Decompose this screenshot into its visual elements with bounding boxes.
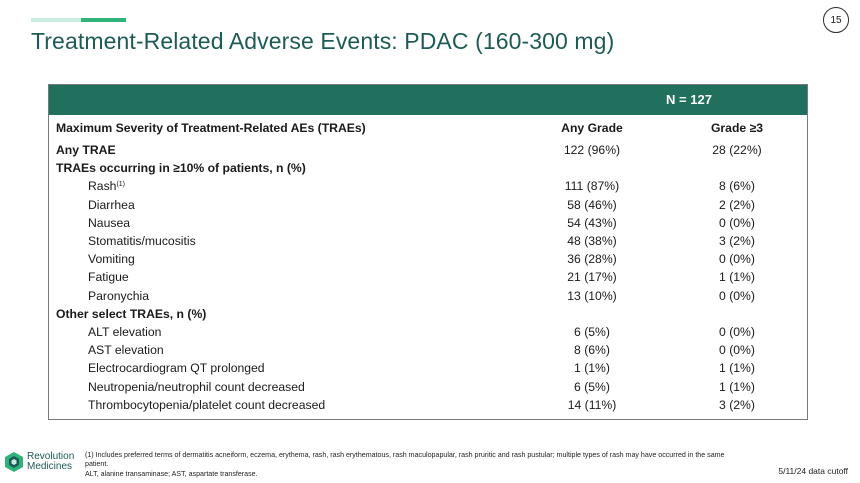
any-grade-cell: 111 (87%) [564, 179, 620, 194]
grade3-cell: 0 (0%) [719, 288, 755, 303]
footnote-abbreviations: ALT, alanine transaminase; AST, aspartate transferase. [85, 469, 258, 478]
footnote-marker: (1) [116, 181, 126, 189]
any-grade-cell: 6 (5%) [574, 325, 610, 340]
row-label: Neutropenia/neutrophil count decreased [88, 379, 305, 394]
table-row [49, 268, 807, 286]
row-label: Any TRAE [56, 143, 116, 157]
data-cutoff: 5/11/24 data cutoff [778, 466, 848, 476]
row-label: Vomiting [88, 252, 135, 267]
accent-bar-dark [81, 18, 126, 22]
table-row [49, 214, 807, 232]
section-label: TRAEs occurring in ≥10% of patients, n (%) [56, 161, 306, 176]
trae-data-table [49, 115, 807, 414]
table-row [49, 250, 807, 268]
table-row [49, 378, 807, 396]
any-grade-cell: 48 (38%) [567, 234, 617, 249]
any-grade-cell: 8 (6%) [574, 343, 610, 358]
any-grade-cell: 58 (46%) [567, 197, 617, 212]
grade3-cell: 1 (1%) [719, 270, 755, 285]
grade3-cell: 0 (0%) [719, 343, 755, 358]
any-grade-cell: 54 (43%) [567, 215, 617, 230]
grade3-cell: 1 (1%) [719, 379, 755, 394]
column-header-label: Maximum Severity of Treatment-Related AEs (TRAEs) [56, 121, 366, 135]
revolution-medicines-logo-icon [4, 451, 24, 473]
any-grade-cell: 122 (96%) [563, 143, 621, 157]
footnotes [85, 451, 745, 479]
logo-line-1: Revolution [27, 451, 75, 462]
grade3-cell: 28 (22%) [712, 143, 762, 157]
table-row [49, 341, 807, 359]
section-row [49, 305, 807, 323]
table-row [49, 323, 807, 341]
grade3-cell: 2 (2%) [719, 197, 755, 212]
grade3-cell: 8 (6%) [719, 179, 755, 194]
table-row [49, 232, 807, 250]
row-label: Diarrhea [88, 197, 135, 212]
n-count-label: N = 127 [666, 92, 712, 107]
row-label: Paronychia [88, 288, 149, 303]
trae-table [48, 84, 808, 420]
grade3-cell: 3 (2%) [719, 234, 755, 249]
grade3-cell: 0 (0%) [719, 215, 755, 230]
row-label: Rash$^{(1)}$ [88, 179, 126, 194]
company-logo [4, 451, 74, 473]
footnote-rash: (1) Includes preferred terms of dermatitis acneiform, eczema, erythema, rash, rash erythematous, rash maculopapular, rash pruritic and rash pustular; multiple types of rash may have occurred in the same patient. [85, 451, 725, 469]
section-label: Other select TRAEs, n (%) [56, 306, 207, 321]
any-grade-cell: 6 (5%) [574, 379, 610, 394]
slide-title: Treatment-Related Adverse Events: PDAC (160-300 mg) [31, 28, 615, 54]
column-header-any-grade: Any Grade [561, 121, 623, 135]
any-grade-cell: 21 (17%) [567, 270, 617, 285]
row-label: Fatigue [88, 270, 129, 285]
grade3-cell: 1 (1%) [719, 361, 755, 376]
grade3-cell: 0 (0%) [719, 252, 755, 267]
table-row [49, 396, 807, 414]
row-label: Thrombocytopenia/platelet count decreased [88, 397, 326, 412]
page-number-badge [823, 7, 849, 33]
page-number: 15 [830, 14, 842, 26]
logo-line-2: Medicines [27, 461, 73, 472]
any-grade-cell: 14 (11%) [567, 397, 617, 412]
accent-bar-light [31, 18, 81, 22]
row-label: Nausea [88, 215, 131, 230]
table-row [49, 177, 807, 195]
any-grade-cell: 1 (1%) [574, 361, 610, 376]
grade3-cell: 3 (2%) [719, 397, 755, 412]
row-label: AST elevation [88, 343, 164, 358]
row-label: ALT elevation [88, 325, 162, 340]
column-header-grade3: Grade ≥3 [710, 121, 764, 135]
any-grade-cell: 36 (28%) [567, 252, 617, 267]
table-row [49, 287, 807, 305]
table-row [49, 196, 807, 214]
table-row [49, 141, 807, 159]
table-header-bar [49, 85, 807, 115]
section-row [49, 159, 807, 177]
table-row [49, 359, 807, 377]
any-grade-cell: 13 (10%) [567, 288, 617, 303]
grade3-cell: 0 (0%) [719, 325, 755, 340]
row-label: Stomatitis/mucositis [88, 234, 196, 249]
column-header-row [49, 115, 807, 141]
row-label: Electrocardiogram QT prolonged [88, 361, 265, 376]
